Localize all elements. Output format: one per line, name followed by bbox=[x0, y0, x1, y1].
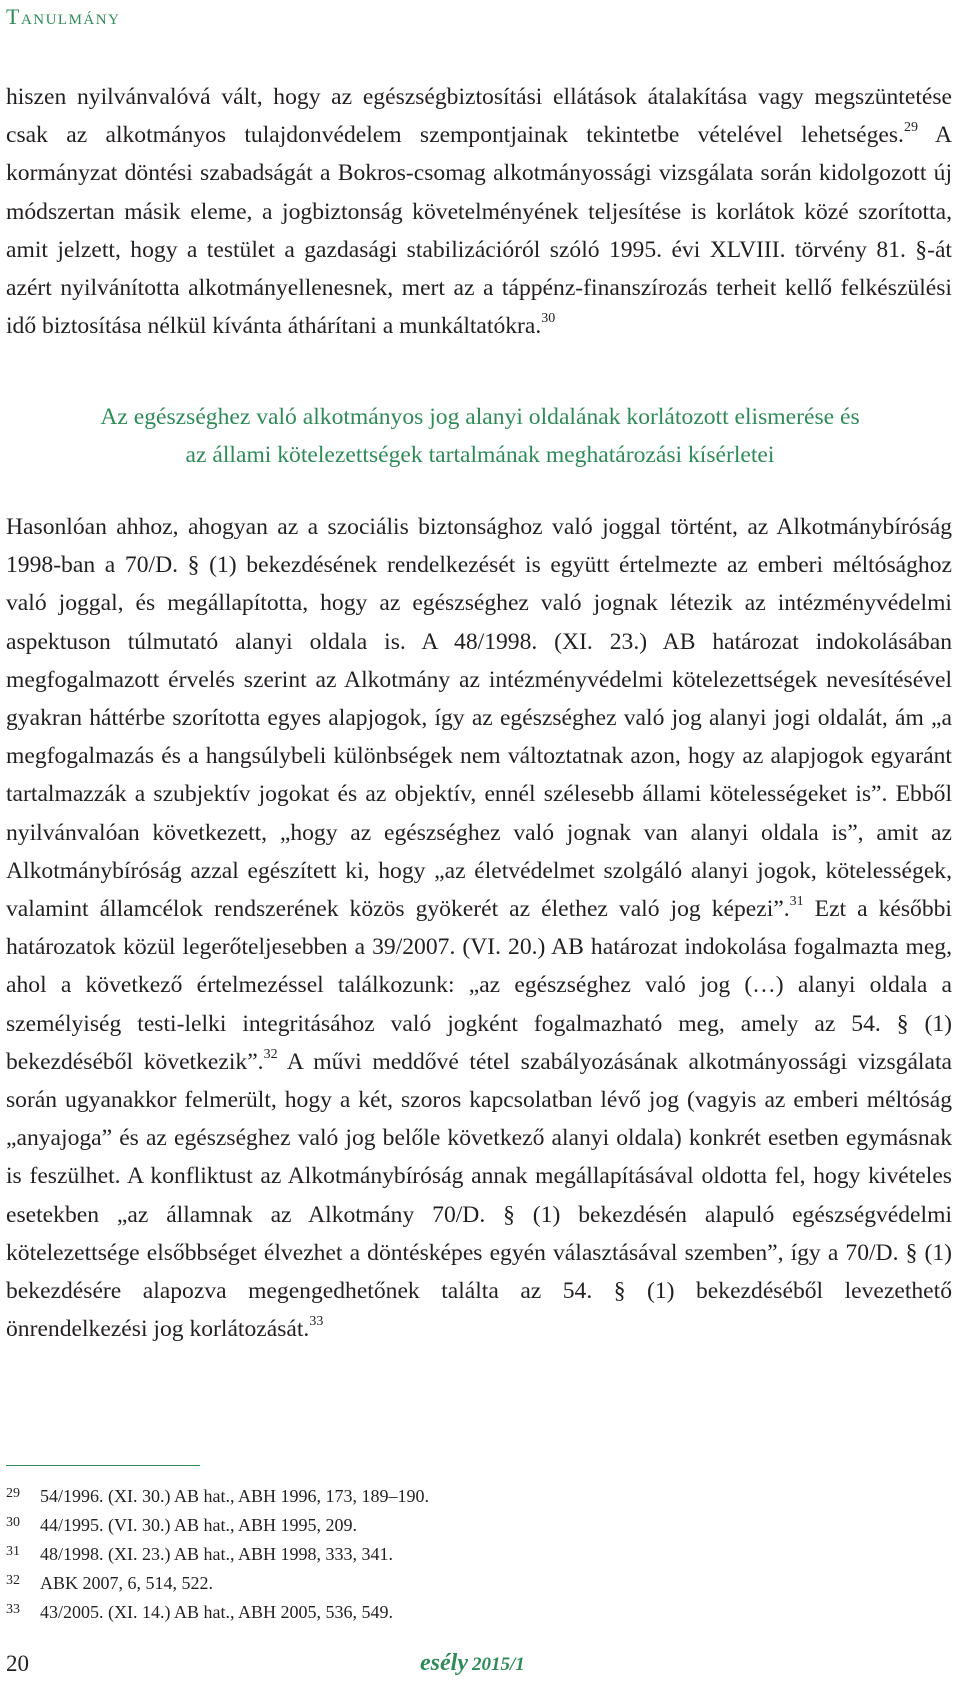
journal-name: esély bbox=[420, 1650, 468, 1676]
footnote-item bbox=[6, 1540, 906, 1569]
footnote-number: 30 bbox=[6, 1515, 20, 1530]
journal-title bbox=[420, 1650, 525, 1677]
footnote-ref-33[interactable]: 33 bbox=[309, 1314, 324, 1330]
footnote-ref-31[interactable]: 31 bbox=[789, 894, 804, 910]
running-head: Tanulmány bbox=[6, 4, 121, 29]
main-text-c: A művi meddővé tétel szabályozásának alkotmányossági vizsgálata során ugyanakkor felmerült, hogy a két, szoros kapcsolatban lévő jog (vagyis az emberi méltóság „anyajoga” és az egészséghez való jog belőle következő alanyi oldala) konkrét esetben egymásnak is feszülhet. A konfliktust az Alkotmánybíróság annak megállapításával oldotta fel, hogy kivételes esetekben „az államnak az Alkotmány 70/D. § (1) bekezdésén alapuló egészségvédelmi kötelezettsége elsőbbséget élvezhet a döntésképes egyén választásával szemben”, így a 70/D. § (1) bekezdésére alapozva megengedhetőnek találta az 54. § (1) bekezdéséből levezethető önrendelkezési jog korlátozását. bbox=[6, 1048, 952, 1343]
footnote-text: 44/1995. (VI. 30.) AB hat., ABH 1995, 209. bbox=[40, 1515, 357, 1535]
journal-issue: 2015/1 bbox=[471, 1654, 525, 1675]
intro-paragraph bbox=[6, 78, 952, 345]
footnotes bbox=[6, 1482, 906, 1627]
footnote-number: 32 bbox=[6, 1573, 20, 1588]
main-paragraph bbox=[6, 508, 952, 1348]
footnote-number: 31 bbox=[6, 1544, 20, 1559]
footnote-text: 48/1998. (XI. 23.) AB hat., ABH 1998, 333, 341. bbox=[40, 1544, 393, 1564]
footnote-item bbox=[6, 1482, 906, 1511]
footnote-item bbox=[6, 1598, 906, 1627]
page-number: 20 bbox=[6, 1651, 29, 1676]
footnote-ref-29[interactable]: 29 bbox=[903, 120, 918, 136]
footnote-ref-32[interactable]: 32 bbox=[263, 1046, 278, 1062]
footnote-item bbox=[6, 1569, 906, 1598]
footnote-text: 54/1996. (XI. 30.) AB hat., ABH 1996, 173, 189–190. bbox=[40, 1486, 429, 1506]
footnote-item bbox=[6, 1511, 906, 1540]
section-heading-line-1: Az egészséghez való alkotmányos jog alanyi oldalának korlátozott elismerése és bbox=[100, 404, 860, 430]
main-text-b: Ezt a későbbi határozatok közül legerőteljesebben a 39/2007. (VI. 20.) AB határozat indokolása fogalmazta meg, ahol a következő értelmezéssel találkozunk: „az egészséghez való jog (…) alanyi oldala a személyiség testi-lelki integritásához való jogként fogalmazható meg, amely az 54. § (1) bekezdéséből következik”. bbox=[6, 896, 952, 1075]
section-heading bbox=[0, 398, 960, 474]
footnote-number: 29 bbox=[6, 1486, 20, 1501]
main-text-a: Hasonlóan ahhoz, ahogyan az a szociális biztonsághoz való joggal történt, az Alkotmánybíróság 1998-ban a 70/D. § (1) bekezdésének rendelkezését is együtt értelmezte az emberi méltósághoz való joggal, és megállapította, hogy az egészséghez való jognak létezik az intézményvédelmi aspektuson túlmutató alanyi oldala is. A 48/1998. (XI. 23.) AB határozat indokolásában megfogalmazott érvelés szerint az Alkotmány az intézményvédelmi kötelezettségek nevesítésével gyakran háttérbe szorította egyes alapjogok, így az egészséghez való jog alanyi jogi oldalát, ám „a megfogalmazás és a hangsúlybeli különbségek nem változtatnak azon, hogy az alapjogok egyaránt tartalmazzák a szubjektív jogokat és az objektív, ennél szélesebb állami kötelességeket is”. Ebből nyilvánvalóan következett, „hogy az egészséghez való jognak van alanyi oldala is”, amit az Alkotmánybíróság azzal egészített ki, hogy „az életvédelmet szolgáló alanyi jogok, kötelességek, valamint államcélok rendszerének közös gyökerét az élethez való jog képezi”. bbox=[6, 514, 952, 923]
footnote-text: 43/2005. (XI. 14.) AB hat., ABH 2005, 536, 549. bbox=[40, 1602, 393, 1622]
footnote-divider bbox=[6, 1465, 200, 1466]
section-heading-line-2: az állami kötelezettségek tartalmának meghatározási kísérletei bbox=[185, 442, 775, 468]
intro-text-b: A kormányzat döntési szabadságát a Bokros-csomag alkotmányossági vizsgálata során kidolgozott új módszertan másik eleme, a jogbiztonság követelményének teljesítése is korlátok közé szorította, amit jelzett, hogy a testület a gazdasági stabilizációról szóló 1995. évi XLVIII. törvény 81. §-át azért nyilvánította alkotmányellenesnek, mert az a táppénz-finanszírozás terheit kellő felkészülési idő biztosítása nélkül kívánta áthárítani a munkáltatókra. bbox=[6, 122, 952, 340]
footnote-text: ABK 2007, 6, 514, 522. bbox=[40, 1573, 214, 1593]
footnote-ref-30[interactable]: 30 bbox=[541, 311, 556, 327]
footnote-number: 33 bbox=[6, 1602, 20, 1617]
intro-text-a: hiszen nyilvánvalóvá vált, hogy az egészségbiztosítási ellátások átalakítása vagy megszüntetése csak az alkotmányos tulajdonvédelem szempontjainak tekintetbe vételével lehetséges. bbox=[6, 84, 952, 149]
